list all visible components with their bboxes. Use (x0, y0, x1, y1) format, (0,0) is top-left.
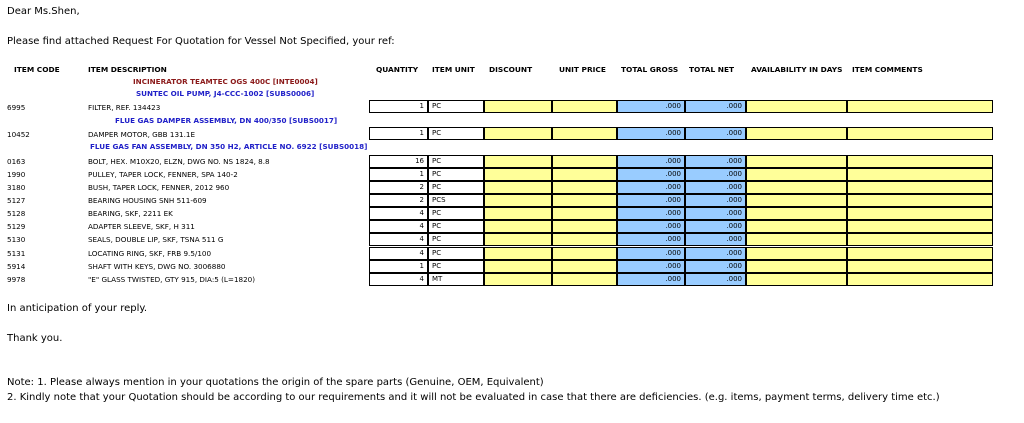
total-net-cell: .000 (685, 260, 746, 273)
unit-cell: PC (428, 168, 484, 181)
total-gross-cell: .000 (617, 168, 685, 181)
note-1: Note: 1. Please always mention in your quotations the origin of the spare parts (Genuine, OEM, Equivalent) (7, 377, 544, 388)
item-description: LOCATING RING, SKF, FRB 9.5/100 (88, 249, 212, 258)
item-comments-input[interactable] (847, 127, 993, 140)
total-net-cell: .000 (685, 155, 746, 168)
total-net-cell: .000 (685, 168, 746, 181)
note-2: 2. Kindly note that your Quotation should be according to our requirements and it will not be evaluated in case that there are deficiencies. (e.g. items, payment terms, delivery time etc.) (7, 392, 940, 403)
quantity-cell: 4 (369, 233, 428, 246)
item-description: DAMPER MOTOR, GBB 131.1E (88, 130, 195, 139)
item-code: 10452 (7, 130, 30, 139)
availability-input[interactable] (746, 127, 847, 140)
group-heading-oil-pump: SUNTEC OIL PUMP, J4-CCC-1002 [SUBS0006] (136, 89, 315, 98)
discount-input[interactable] (484, 155, 552, 168)
unit-cell: PC (428, 207, 484, 220)
quantity-cell: 4 (369, 273, 428, 286)
header-unit-price: UNIT PRICE (559, 65, 606, 74)
item-comments-input[interactable] (847, 207, 993, 220)
unit-price-input[interactable] (552, 233, 617, 246)
discount-input[interactable] (484, 260, 552, 273)
item-comments-input[interactable] (847, 181, 993, 194)
unit-price-input[interactable] (552, 100, 617, 113)
item-comments-input[interactable] (847, 155, 993, 168)
unit-price-input[interactable] (552, 155, 617, 168)
item-comments-input[interactable] (847, 194, 993, 207)
item-code: 0163 (7, 157, 26, 166)
unit-cell: PC (428, 100, 484, 113)
quantity-cell: 4 (369, 207, 428, 220)
total-gross-cell: .000 (617, 247, 685, 260)
availability-input[interactable] (746, 273, 847, 286)
unit-price-input[interactable] (552, 247, 617, 260)
item-comments-input[interactable] (847, 220, 993, 233)
group-heading-incinerator: INCINERATOR TEAMTEC OGS 400C [INTE0004] (133, 77, 318, 86)
item-comments-input[interactable] (847, 233, 993, 246)
total-net-cell: .000 (685, 233, 746, 246)
unit-cell: PC (428, 233, 484, 246)
discount-input[interactable] (484, 168, 552, 181)
quantity-cell: 1 (369, 100, 428, 113)
item-description: SEALS, DOUBLE LIP, SKF, TSNA 511 G (88, 235, 224, 244)
item-description: FILTER, REF. 134423 (88, 103, 161, 112)
quantity-cell: 2 (369, 181, 428, 194)
discount-input[interactable] (484, 207, 552, 220)
unit-price-input[interactable] (552, 220, 617, 233)
thanks-text: Thank you. (7, 333, 63, 344)
closing-text: In anticipation of your reply. (7, 303, 148, 314)
item-description: BOLT, HEX. M10X20, ELZN, DWG NO. NS 1824, 8.8 (88, 157, 270, 166)
quantity-cell: 4 (369, 247, 428, 260)
item-description: BUSH, TAPER LOCK, FENNER, 2012 960 (88, 183, 230, 192)
intro-text: Please find attached Request For Quotation for Vessel Not Specified, your ref: (7, 36, 395, 47)
availability-input[interactable] (746, 220, 847, 233)
header-total-net: TOTAL NET (689, 65, 735, 74)
group-heading-damper-assembly: FLUE GAS DAMPER ASSEMBLY, DN 400/350 [SUBS0017] (115, 116, 338, 125)
item-code: 5131 (7, 249, 26, 258)
group-heading-fan-assembly: FLUE GAS FAN ASSEMBLY, DN 350 H2, ARTICLE NO. 6922 [SUBS0018] (90, 142, 368, 151)
header-quantity: QUANTITY (376, 65, 419, 74)
total-gross-cell: .000 (617, 181, 685, 194)
availability-input[interactable] (746, 207, 847, 220)
item-comments-input[interactable] (847, 168, 993, 181)
item-code: 5129 (7, 222, 26, 231)
header-discount: DISCOUNT (489, 65, 533, 74)
discount-input[interactable] (484, 127, 552, 140)
total-gross-cell: .000 (617, 220, 685, 233)
total-net-cell: .000 (685, 273, 746, 286)
unit-cell: PC (428, 247, 484, 260)
availability-input[interactable] (746, 247, 847, 260)
total-net-cell: .000 (685, 207, 746, 220)
unit-cell: PC (428, 181, 484, 194)
item-code: 1990 (7, 170, 26, 179)
unit-price-input[interactable] (552, 260, 617, 273)
total-net-cell: .000 (685, 127, 746, 140)
unit-cell: PC (428, 155, 484, 168)
unit-price-input[interactable] (552, 127, 617, 140)
item-comments-input[interactable] (847, 100, 993, 113)
item-code: 3180 (7, 183, 26, 192)
total-net-cell: .000 (685, 220, 746, 233)
unit-cell: PCS (428, 194, 484, 207)
availability-input[interactable] (746, 168, 847, 181)
availability-input[interactable] (746, 194, 847, 207)
total-gross-cell: .000 (617, 260, 685, 273)
header-item-comments: ITEM COMMENTS (852, 65, 923, 74)
total-net-cell: .000 (685, 100, 746, 113)
availability-input[interactable] (746, 260, 847, 273)
item-comments-input[interactable] (847, 260, 993, 273)
unit-price-input[interactable] (552, 194, 617, 207)
total-gross-cell: .000 (617, 127, 685, 140)
total-net-cell: .000 (685, 194, 746, 207)
unit-cell: MT (428, 273, 484, 286)
total-gross-cell: .000 (617, 207, 685, 220)
discount-input[interactable] (484, 194, 552, 207)
discount-input[interactable] (484, 100, 552, 113)
unit-price-input[interactable] (552, 207, 617, 220)
item-code: 9978 (7, 275, 26, 284)
availability-input[interactable] (746, 155, 847, 168)
unit-price-input[interactable] (552, 273, 617, 286)
total-gross-cell: .000 (617, 233, 685, 246)
total-net-cell: .000 (685, 247, 746, 260)
item-code: 6995 (7, 103, 26, 112)
item-code: 5914 (7, 262, 26, 271)
item-description: SHAFT WITH KEYS, DWG NO. 3006880 (88, 262, 226, 271)
total-gross-cell: .000 (617, 155, 685, 168)
availability-input[interactable] (746, 233, 847, 246)
header-item-code: ITEM CODE (14, 65, 60, 74)
greeting: Dear Ms.Shen, (7, 6, 80, 17)
item-description: BEARING HOUSING SNH 511-609 (88, 196, 207, 205)
item-description: BEARING, SKF, 2211 EK (88, 209, 173, 218)
unit-cell: PC (428, 127, 484, 140)
item-comments-input[interactable] (847, 273, 993, 286)
discount-input[interactable] (484, 273, 552, 286)
availability-input[interactable] (746, 100, 847, 113)
total-gross-cell: .000 (617, 100, 685, 113)
item-description: ADAPTER SLEEVE, SKF, H 311 (88, 222, 195, 231)
unit-cell: PC (428, 220, 484, 233)
unit-price-input[interactable] (552, 181, 617, 194)
quantity-cell: 1 (369, 260, 428, 273)
discount-input[interactable] (484, 247, 552, 260)
discount-input[interactable] (484, 220, 552, 233)
quantity-cell: 4 (369, 220, 428, 233)
quantity-cell: 16 (369, 155, 428, 168)
header-total-gross: TOTAL GROSS (621, 65, 679, 74)
item-description: PULLEY, TAPER LOCK, FENNER, SPA 140-2 (88, 170, 238, 179)
unit-price-input[interactable] (552, 168, 617, 181)
header-item-unit: ITEM UNIT (432, 65, 475, 74)
discount-input[interactable] (484, 181, 552, 194)
header-availability: AVAILABILITY IN DAYS (751, 65, 843, 74)
unit-cell: PC (428, 260, 484, 273)
total-gross-cell: .000 (617, 273, 685, 286)
discount-input[interactable] (484, 233, 552, 246)
item-code: 5130 (7, 235, 26, 244)
quantity-cell: 1 (369, 168, 428, 181)
total-gross-cell: .000 (617, 194, 685, 207)
item-code: 5128 (7, 209, 26, 218)
availability-input[interactable] (746, 181, 847, 194)
item-comments-input[interactable] (847, 247, 993, 260)
item-code: 5127 (7, 196, 26, 205)
quantity-cell: 2 (369, 194, 428, 207)
total-net-cell: .000 (685, 181, 746, 194)
item-description: "E" GLASS TWISTED, GTY 915, DIA:5 (L=1820) (88, 275, 256, 284)
quantity-cell: 1 (369, 127, 428, 140)
header-item-description: ITEM DESCRIPTION (88, 65, 167, 74)
